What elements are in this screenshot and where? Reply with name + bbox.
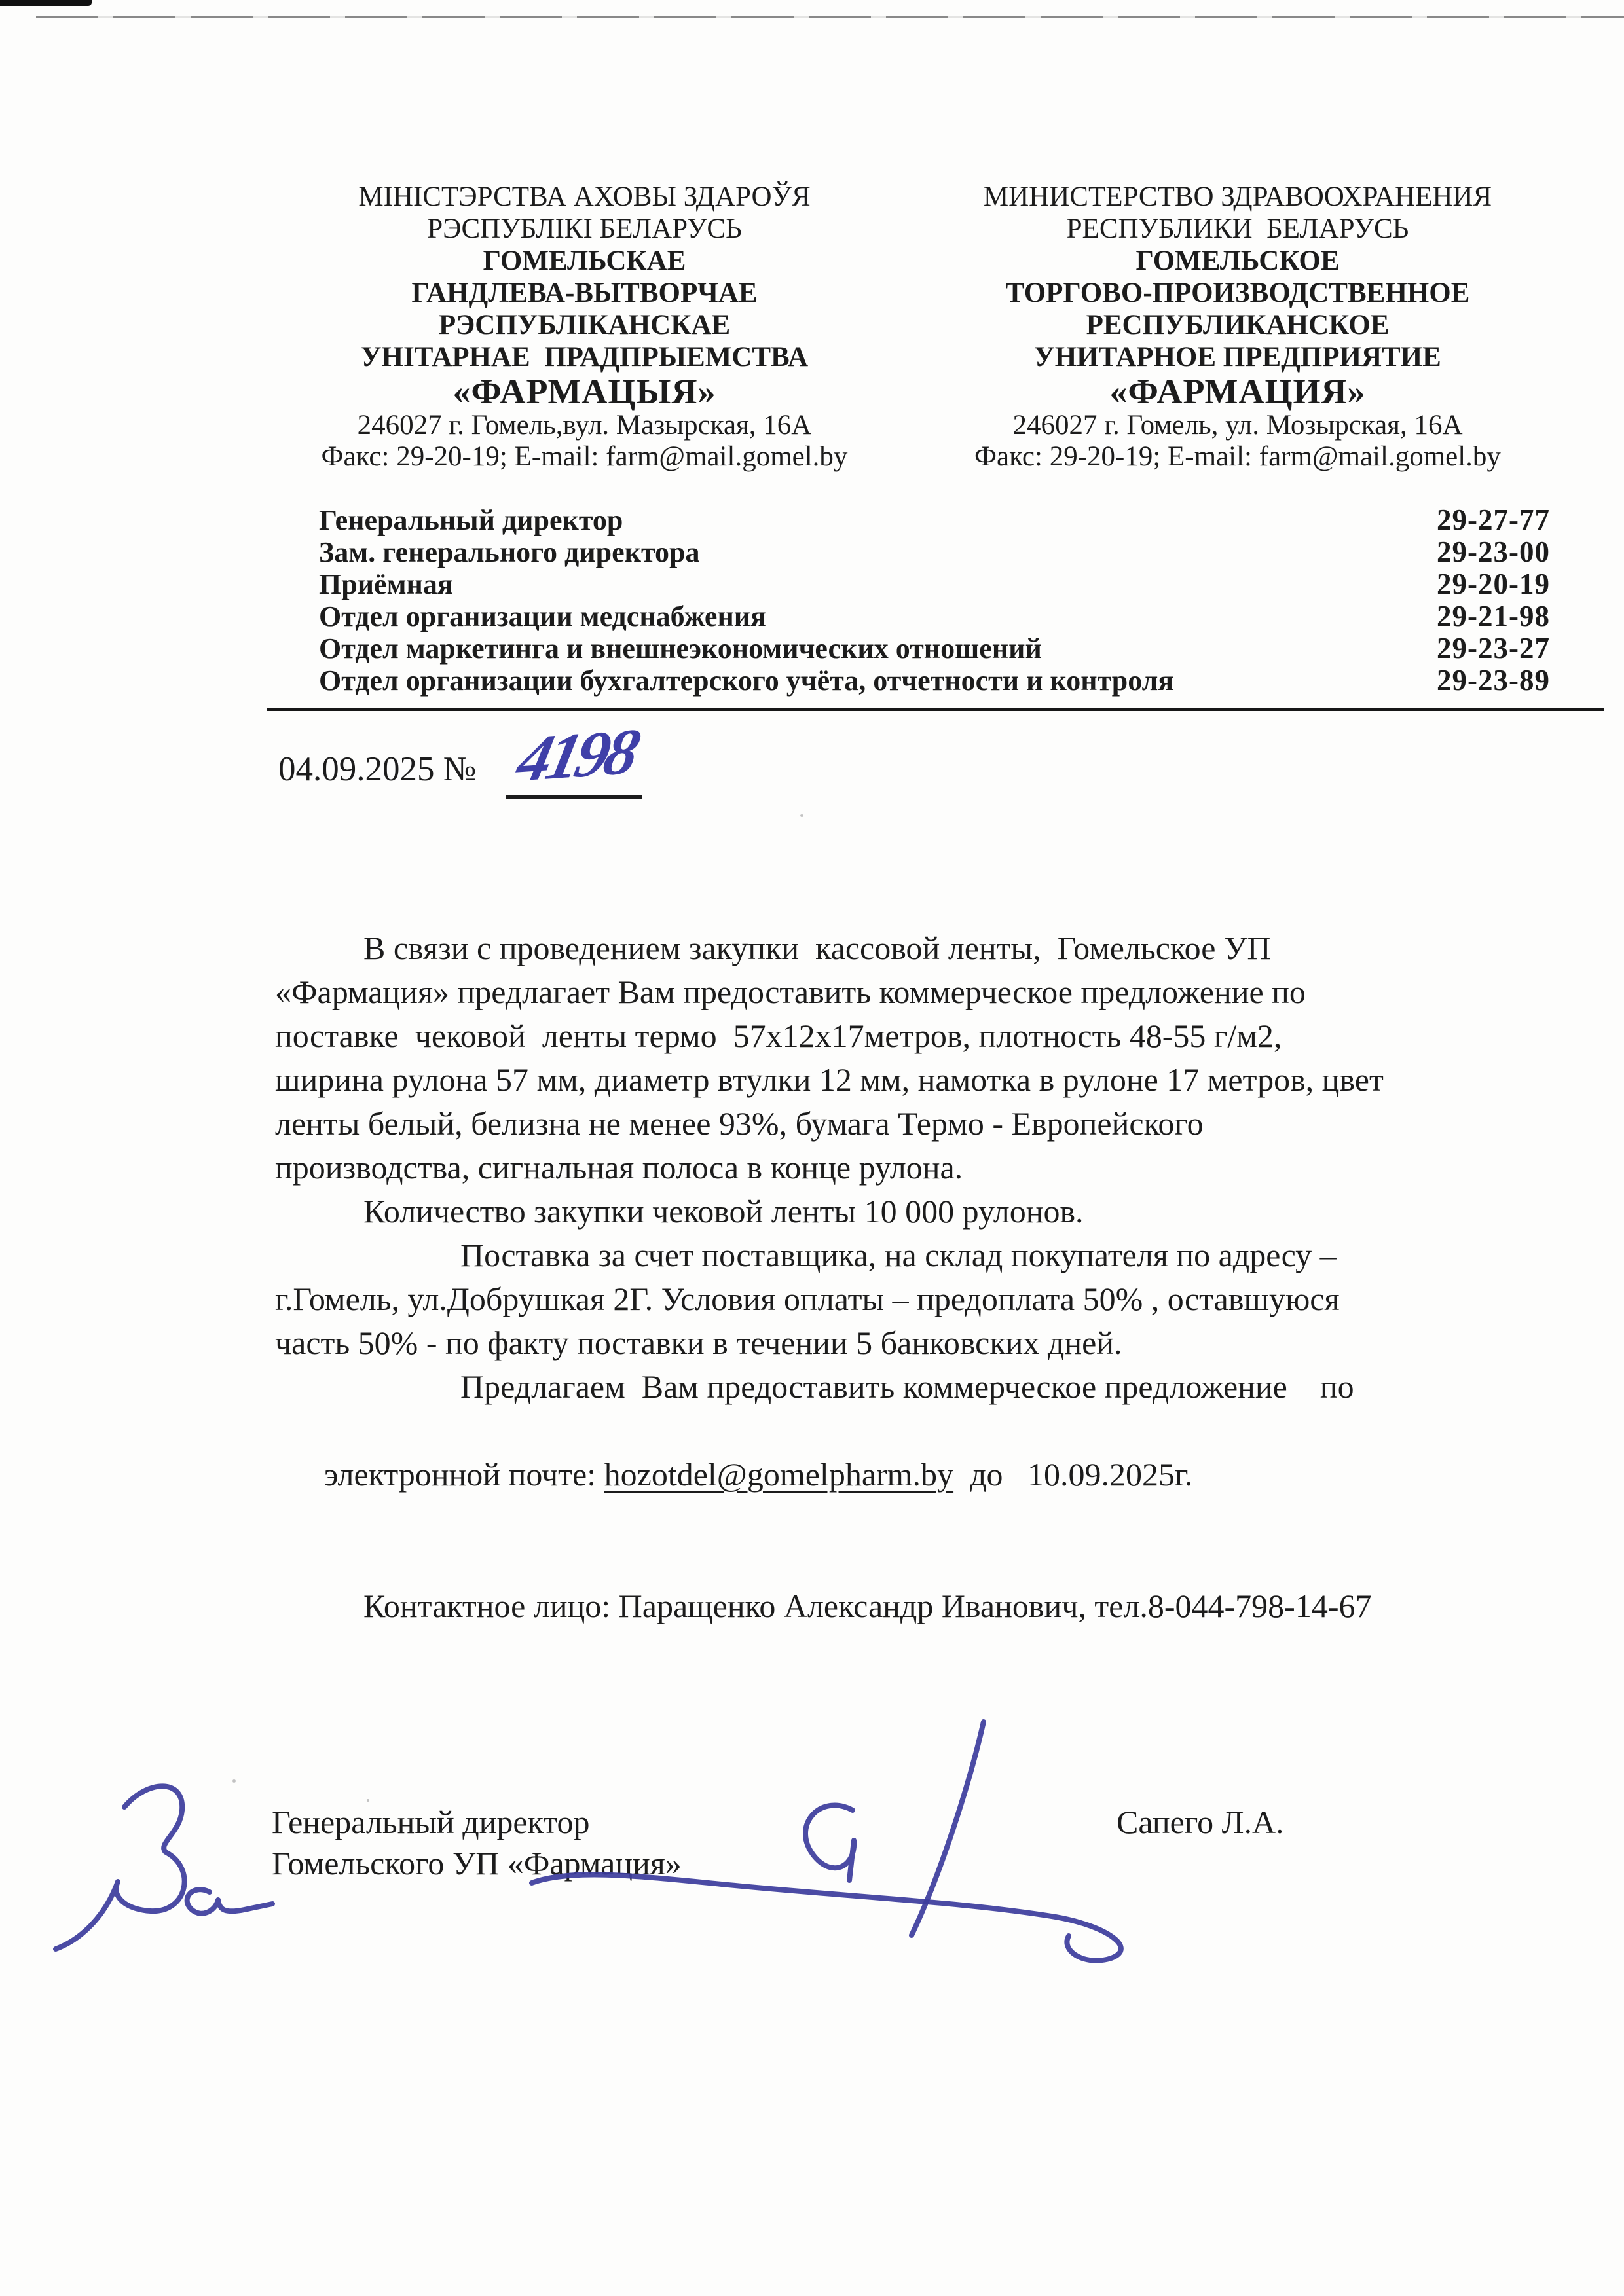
phone-label: Генеральный директор	[319, 504, 623, 536]
handwritten-signatures	[26, 1676, 1218, 2003]
ministry-line: МИНИСТЕРСТВО ЗДРАВООХРАНЕНИЯ	[983, 181, 1492, 212]
phone-label: Отдел организации бухгалтерского учёта, отчетности и контроля	[319, 665, 1174, 697]
handwritten-za-mark	[56, 1786, 185, 1949]
body-line: г.Гомель, ул.Добрушкая 2Г. Условия оплаты – предоплата 50% , оставшуюся	[275, 1281, 1340, 1317]
handwritten-document-number: 4198	[511, 715, 642, 795]
scan-edge-hairline	[36, 16, 1624, 18]
letterhead-right	[930, 181, 1545, 473]
phone-number: 29-23-89	[1437, 664, 1550, 697]
email-prefix: электронной почте:	[324, 1456, 604, 1493]
org-line: РЭСПУБЛІКАНСКАЕ	[438, 310, 731, 340]
phone-row	[319, 600, 1550, 632]
phone-row	[319, 568, 1550, 600]
phone-label: Зам. генерального директора	[319, 536, 700, 568]
phone-row	[319, 632, 1550, 665]
org-line: ГОМЕЛЬСКАЕ	[483, 246, 686, 276]
ministry-line: РЭСПУБЛІКІ БЕЛАРУСЬ	[427, 213, 742, 244]
scan-edge-artifact	[0, 0, 92, 6]
letterhead-left	[288, 181, 881, 473]
number-underline	[506, 795, 642, 799]
phone-number: 29-27-77	[1437, 503, 1550, 536]
org-line: УНІТАРНАЕ ПРАДПРЫЕМСТВА	[360, 342, 809, 373]
body-line: ленты белый, белизна не менее 93%, бумага Термо - Европейского	[275, 1105, 1204, 1142]
phone-directory	[319, 504, 1550, 697]
fax-email-line: Факс: 29-20-19; E-mail: farm@mail.gomel.by	[321, 441, 848, 472]
org-line: ГАНДЛЕВА-ВЫТВОРЧАЕ	[411, 278, 758, 308]
org-line: ТОРГОВО-ПРОИЗВОДСТВЕННОЕ	[1005, 278, 1470, 308]
signatory-title-line1: Генеральный директор	[272, 1804, 590, 1840]
fax-email-line: Факс: 29-20-19; E-mail: farm@mail.gomel.by	[974, 441, 1501, 472]
body-line: часть 50% - по факту поставки в течении 5 банковских дней.	[275, 1324, 1122, 1361]
org-name: «ФАРМАЦЫЯ»	[452, 372, 716, 411]
ministry-line: МІНІСТЭРСТВА АХОВЫ ЗДАРОЎЯ	[358, 181, 811, 212]
phone-row	[319, 536, 1550, 568]
body-line: В связи с проведением закупки кассовой ленты, Гомельское УП	[363, 930, 1271, 966]
org-line: УНИТАРНОЕ ПРЕДПРИЯТИЕ	[1034, 342, 1441, 373]
phone-row	[319, 504, 1550, 536]
body-line: Предлагаем Вам предоставить коммерческое предложение по	[460, 1368, 1354, 1405]
body-line-email	[275, 1409, 1559, 1540]
body-line: Количество закупки чековой ленты 10 000 рулонов.	[363, 1193, 1084, 1230]
body-line: Поставка за счет поставщика, на склад покупателя по адресу –	[460, 1237, 1337, 1273]
org-name: «ФАРМАЦИЯ»	[1109, 372, 1366, 411]
signatory-name: Сапего Л.А.	[1116, 1804, 1284, 1840]
phone-number: 29-21-98	[1437, 600, 1550, 632]
handwritten-signature-stroke	[912, 1722, 984, 1935]
phone-number: 29-20-19	[1437, 568, 1550, 600]
body-line: «Фармация» предлагает Вам предоставить коммерческое предложение по	[275, 974, 1306, 1010]
phone-number: 29-23-27	[1437, 632, 1550, 665]
phone-label: Приёмная	[319, 568, 453, 600]
handwritten-signature-sweep	[532, 1874, 1121, 1960]
contact-person-line: Контактное лицо: Паращенко Александр Иванович, тел.8-044-798-14-67	[363, 1588, 1372, 1624]
ministry-line: РЕСПУБЛИКИ БЕЛАРУСЬ	[1066, 213, 1409, 244]
letter-body	[275, 926, 1559, 1540]
signatory-title-line2: Гомельского УП «Фармация»	[272, 1845, 682, 1882]
scan-speck	[800, 814, 803, 817]
handwritten-za-mark-tail	[187, 1889, 272, 1914]
phone-number: 29-23-00	[1437, 536, 1550, 568]
email-suffix: до 10.09.2025г.	[953, 1456, 1193, 1493]
phone-label: Отдел маркетинга и внешнеэкономических отношений	[319, 632, 1042, 665]
body-line: ширина рулона 57 мм, диаметр втулки 12 мм, намотка в рулоне 17 метров, цвет	[275, 1061, 1384, 1098]
org-line: ГОМЕЛЬСКОЕ	[1135, 246, 1340, 276]
phone-label: Отдел организации медснабжения	[319, 600, 766, 632]
body-line: производства, сигнальная полоса в конце рулона.	[275, 1149, 963, 1186]
scan-speck	[232, 1779, 236, 1783]
body-line: поставке чековой ленты термо 57х12х17метров, плотность 48-55 г/м2,	[275, 1017, 1282, 1054]
divider-rule	[267, 708, 1604, 711]
org-line: РЕСПУБЛИКАНСКОЕ	[1086, 310, 1390, 340]
address-line: 246027 г. Гомель, ул. Мозырская, 16А	[1012, 410, 1463, 441]
email-address: hozotdel@gomelpharm.by	[604, 1456, 954, 1493]
handwritten-signature-loop	[805, 1806, 854, 1880]
address-line: 246027 г. Гомель,вул. Мазырская, 16А	[357, 410, 812, 441]
date-line: 04.09.2025 №	[278, 750, 477, 788]
phone-row	[319, 665, 1550, 697]
